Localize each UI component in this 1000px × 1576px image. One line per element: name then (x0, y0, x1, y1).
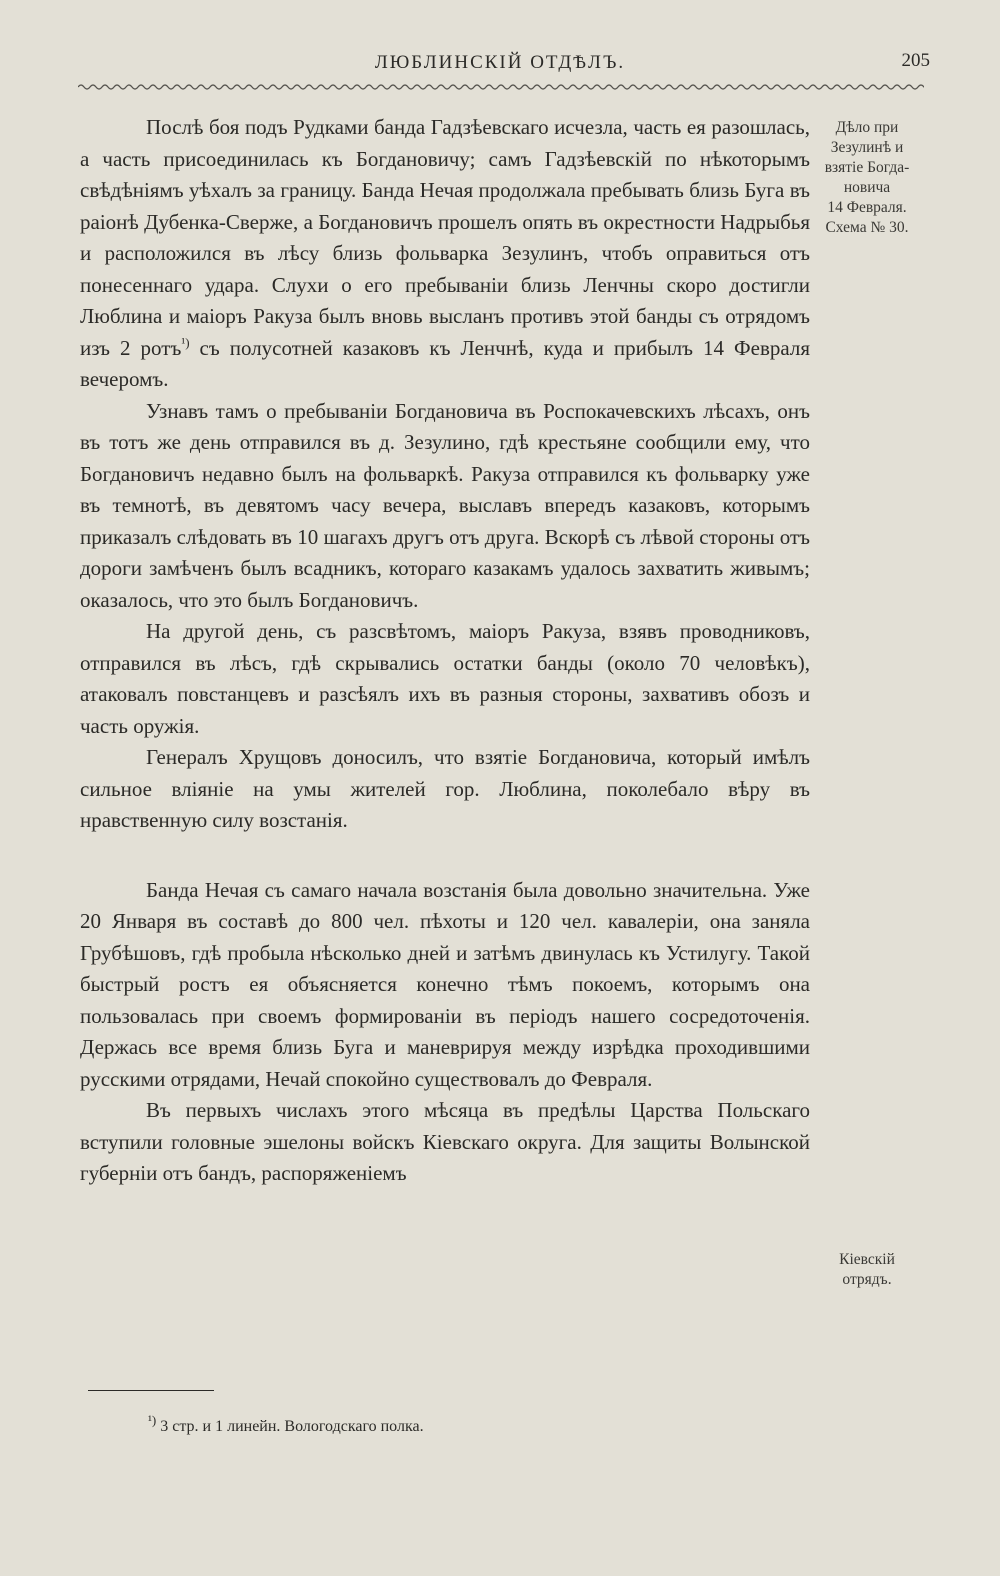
page-number: 205 (901, 50, 930, 71)
paragraph: Послѣ боя подъ Рудками банда Гадзѣевскаго исчезла, часть ея разошлась, а часть присоединилась къ Богдановичу; самъ Гадзѣевскій по нѣкоторымъ свѣдѣніямъ уѣхалъ за границу. Банда Нечая продолжала пребывать близь Буга въ раіонѣ Дубенка-Сверже, а Богдановичъ прошелъ опять въ окрестности Надрыбья и расположился въ лѣсу близь фольварка Зезулинъ, чтобъ оправиться отъ понесеннаго удара. Слухи о его пребываніи близь Ленчны скоро достигли Люблина и маіоръ Ракуза былъ вновь высланъ противъ этой банды съ отрядомъ изъ 2 ротъ$^{^1)}$ съ полусотней казаковъ къ Ленчнѣ, куда и прибылъ 14 Февраля вечеромъ. (80, 115, 810, 391)
paragraph: Узнавъ тамъ о пребываніи Богдановича въ Роспокачевскихъ лѣсахъ, онъ въ тотъ же день отправился въ д. Зезулино, гдѣ крестьяне сообщили ему, что Богдановичъ недавно былъ на фольваркѣ. Ракуза отправился къ фольварку уже въ темнотѣ, въ девятомъ часу вечера, выславъ впередъ казаковъ, которымъ приказалъ слѣдовать въ 10 шагахъ другъ отъ друга. Вскорѣ съ лѣвой стороны отъ дороги замѣченъ былъ всадникъ, котораго казакамъ удалось захватить живымъ; оказалось, что это былъ Богдановичъ. (80, 398, 810, 612)
running-header: ЛЮБЛИНСКІЙ ОТДѢЛЪ. (374, 52, 626, 73)
margin-note-line: Кіевскій (839, 1251, 895, 1268)
paragraph: На другой день, съ разсвѣтомъ, маіоръ Ракуза, взявъ проводниковъ, отправился въ лѣсъ, гдѣ скрывались остатки банды (около 70 человѣкъ), атаковалъ повстанцевъ и разсѣялъ ихъ въ разныя стороны, захвативъ обозъ и часть оружія. (80, 619, 810, 738)
wavy-rule (78, 80, 924, 94)
margin-note-kiev (812, 1250, 922, 1290)
margin-note-line: новича (843, 179, 891, 196)
footnote-text: 3 стр. и 1 линейн. Вологодскаго полка. (160, 1418, 424, 1435)
margin-note-line: Дѣло при (835, 119, 899, 136)
paragraph: Банда Нечая съ самаго начала возстанія была довольно значительна. Уже 20 Января въ составѣ до 800 чел. пѣхоты и 120 чел. кавалеріи, она заняла Грубѣшовъ, гдѣ пробыла нѣсколько дней и затѣмъ двинулась къ Устилугу. Такой быстрый ростъ ея объясняется конечно тѣмъ покоемъ, которымъ она пользовалась при своемъ формированіи въ періодъ нашего сосредоточенія. Держась все время близь Буга и маневрируя между изрѣдка проходившими русскими отрядами, Нечай спокойно существовалъ до Февраля. (80, 877, 810, 1091)
margin-note-line: Схема № 30. (825, 219, 909, 236)
body-text (80, 112, 810, 1190)
footnote-rule (88, 1390, 214, 1391)
paragraph: Генералъ Хрущовъ доносилъ, что взятіе Богдановича, который имѣлъ сильное вліяніе на умы жителей гор. Люблина, поколебало вѣру въ нравственную силу возстанія. (80, 745, 810, 832)
margin-note-zezulin (812, 118, 922, 238)
margin-note-line: Зезулинѣ и (830, 139, 904, 156)
footnote-marker: ¹) (181, 334, 190, 350)
margin-note-line: отрядъ. (842, 1271, 892, 1288)
footnote-marker: ¹) (148, 1412, 157, 1428)
footnote (148, 1412, 424, 1436)
margin-note-line: 14 Февраля. (827, 199, 907, 216)
paragraph: Въ первыхъ числахъ этого мѣсяца въ предѣлы Царства Польскаго вступили головные эшелоны войскъ Кіевскаго округа. Для защиты Волынской губерніи отъ бандъ, распоряженіемъ (80, 1098, 810, 1185)
margin-note-line: взятіе Богда- (824, 159, 910, 176)
